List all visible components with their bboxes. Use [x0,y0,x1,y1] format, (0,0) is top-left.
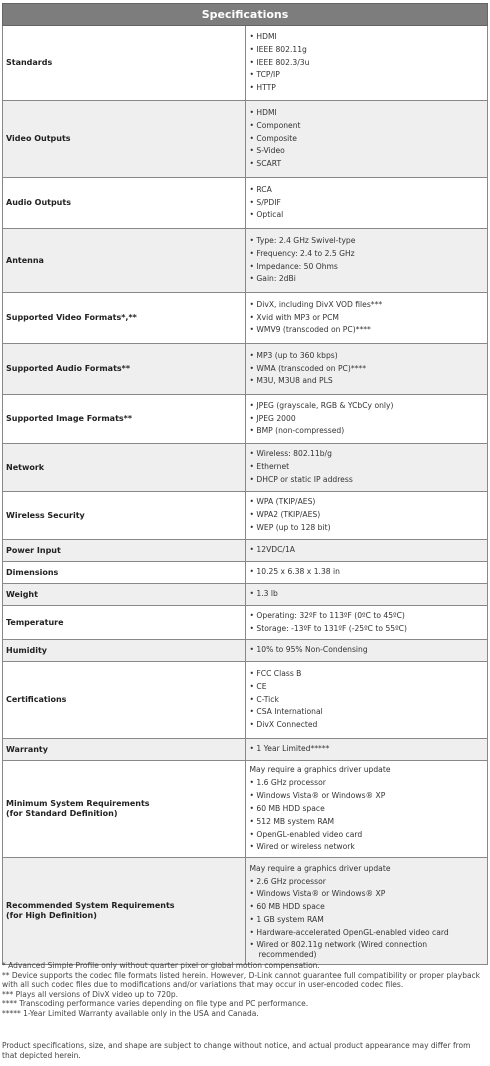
spec-row [3,739,488,761]
spec-item: • 60 MB HDD space [250,803,484,816]
spec-row [3,761,488,858]
spec-item: • Ethernet [250,461,484,474]
spec-item: • WEP (up to 128 bit) [250,522,484,535]
spec-row [3,395,488,444]
spec-label: Standards [3,26,246,101]
spec-item: • WPA2 (TKIP/AES) [250,509,484,522]
spec-item: • S/PDIF [250,197,484,210]
spec-item: • Composite [250,133,484,146]
spec-label: Wireless Security [3,492,246,540]
spec-label: Certifications [3,662,246,739]
spec-item: • WMA (transcoded on PC)**** [250,363,484,376]
spec-item: • Storage: -13ºF to 131ºF (-25ºC to 55ºC) [250,623,484,636]
spec-value [245,761,488,858]
footnotes [2,961,488,1019]
spec-label: Humidity [3,640,246,662]
spec-item: • 12VDC/1A [250,544,484,557]
table-header: Specifications [3,4,488,26]
spec-item: • Hardware-accelerated OpenGL-enabled video card [250,927,484,940]
spec-label: Network [3,444,246,492]
spec-label: Supported Video Formats*,** [3,293,246,344]
footnote: * Advanced Simple Profile only without quarter pixel or global motion compensation. [2,961,320,970]
spec-item: • HTTP [250,82,484,95]
spec-label: Power Input [3,540,246,562]
spec-item: • DHCP or static IP address [250,474,484,487]
spec-value [245,640,488,662]
spec-value [245,584,488,606]
spec-row [3,178,488,229]
spec-value [245,606,488,640]
footnote: *** Plays all versions of DivX video up to 720p. [2,989,179,999]
footnote: ** Device supports the codec file formats listed herein. However, D-Link cannot guarantee full compatibility or proper playback with all such codec files due to modifications and/or variations that may occur in user-encoded codec files. [2,970,481,990]
spec-value [245,739,488,761]
spec-item: • Windows Vista® or Windows® XP [250,790,484,803]
spec-item: • Xvid with MP3 or PCM [250,312,484,325]
spec-row [3,540,488,562]
spec-item: • JPEG 2000 [250,413,484,426]
spec-item: • S-Video [250,145,484,158]
spec-row [3,101,488,178]
spec-item: • WMV9 (transcoded on PC)**** [250,324,484,337]
spec-item: • 60 MB HDD space [250,901,484,914]
spec-item: • 1 Year Limited***** [250,743,484,756]
spec-item: • Type: 2.4 GHz Swivel-type [250,235,484,248]
spec-row [3,662,488,739]
spec-value [245,178,488,229]
spec-value [245,26,488,101]
spec-value [245,562,488,584]
spec-item: • M3U, M3U8 and PLS [250,375,484,388]
spec-label: Supported Image Formats** [3,395,246,444]
footnote: ***** 1-Year Limited Warranty available only in the USA and Canada. [2,1008,259,1018]
spec-item: • 1 GB system RAM [250,914,484,927]
spec-item: • DivX Connected [250,719,484,732]
spec-item: • FCC Class B [250,668,484,681]
spec-row [3,640,488,662]
spec-row [3,229,488,293]
spec-label: Recommended System Requirements (for High Definition) [3,858,246,965]
spec-item: • Windows Vista® or Windows® XP [250,888,484,901]
spec-item: • 2.6 GHz processor [250,876,484,889]
spec-item: • RCA [250,184,484,197]
spec-item: • 512 MB system RAM [250,816,484,829]
spec-item: • WPA (TKIP/AES) [250,496,484,509]
spec-item: • CSA International [250,706,484,719]
spec-row [3,584,488,606]
spec-item: • C-Tick [250,694,484,707]
table-header-row [3,4,488,26]
spec-row [3,26,488,101]
spec-item: • DivX, including DivX VOD files*** [250,299,484,312]
spec-row [3,293,488,344]
spec-label: Supported Audio Formats** [3,344,246,395]
footnote: **** Transcoding performance varies depending on file type and PC performance. [2,999,309,1009]
spec-label: Minimum System Requirements (for Standard Definition) [3,761,246,858]
spec-label: Warranty [3,739,246,761]
specifications-table [2,3,488,965]
spec-item: • SCART [250,158,484,171]
spec-item: • TCP/IP [250,69,484,82]
spec-row [3,606,488,640]
spec-item: • Wireless: 802.11b/g [250,448,484,461]
spec-value [245,540,488,562]
spec-item: • Operating: 32ºF to 113ºF (0ºC to 45ºC) [250,610,484,623]
spec-item: • Wired or wireless network [250,841,484,854]
spec-value [245,293,488,344]
spec-item: • Component [250,120,484,133]
spec-value [245,858,488,965]
spec-row [3,858,488,965]
spec-item: • HDMI [250,31,484,44]
spec-label: Video Outputs [3,101,246,178]
spec-item: • Wired or 802.11g network (Wired connection recommended) [250,940,484,960]
spec-value [245,492,488,540]
spec-label: Temperature [3,606,246,640]
spec-item: • Optical [250,209,484,222]
spec-rows [3,26,488,965]
spec-row [3,444,488,492]
spec-item: • HDMI [250,107,484,120]
spec-value [245,344,488,395]
spec-item: • BMP (non-compressed) [250,425,484,438]
spec-value [245,444,488,492]
spec-label: Audio Outputs [3,178,246,229]
spec-item: • 1.6 GHz processor [250,777,484,790]
spec-label: Antenna [3,229,246,293]
spec-value [245,395,488,444]
spec-label: Dimensions [3,562,246,584]
spec-note: May require a graphics driver update [249,765,391,774]
spec-item: • JPEG (grayscale, RGB & YCbCy only) [250,400,484,413]
spec-item: • CE [250,681,484,694]
spec-item: • 10% to 95% Non-Condensing [250,644,484,657]
spec-note: May require a graphics driver update [249,863,391,873]
spec-row [3,344,488,395]
spec-item: • 10.25 x 6.38 x 1.38 in [250,566,484,579]
spec-item: • 1.3 lb [250,588,484,601]
spec-row [3,562,488,584]
spec-item: • OpenGL-enabled video card [250,829,484,842]
spec-row [3,492,488,540]
spec-item: • Gain: 2dBi [250,273,484,286]
spec-item: • IEEE 802.3/3u [250,57,484,70]
disclaimer: Product specifications, size, and shape are subject to change without notice, and actual product appearance may differ from that depicted herein. [2,1041,471,1060]
spec-value [245,101,488,178]
spec-item: • MP3 (up to 360 kbps) [250,350,484,363]
spec-item: • Impedance: 50 Ohms [250,261,484,274]
spec-value [245,662,488,739]
spec-label: Weight [3,584,246,606]
spec-item: • IEEE 802.11g [250,44,484,57]
spec-value [245,229,488,293]
spec-item: • Frequency: 2.4 to 2.5 GHz [250,248,484,261]
